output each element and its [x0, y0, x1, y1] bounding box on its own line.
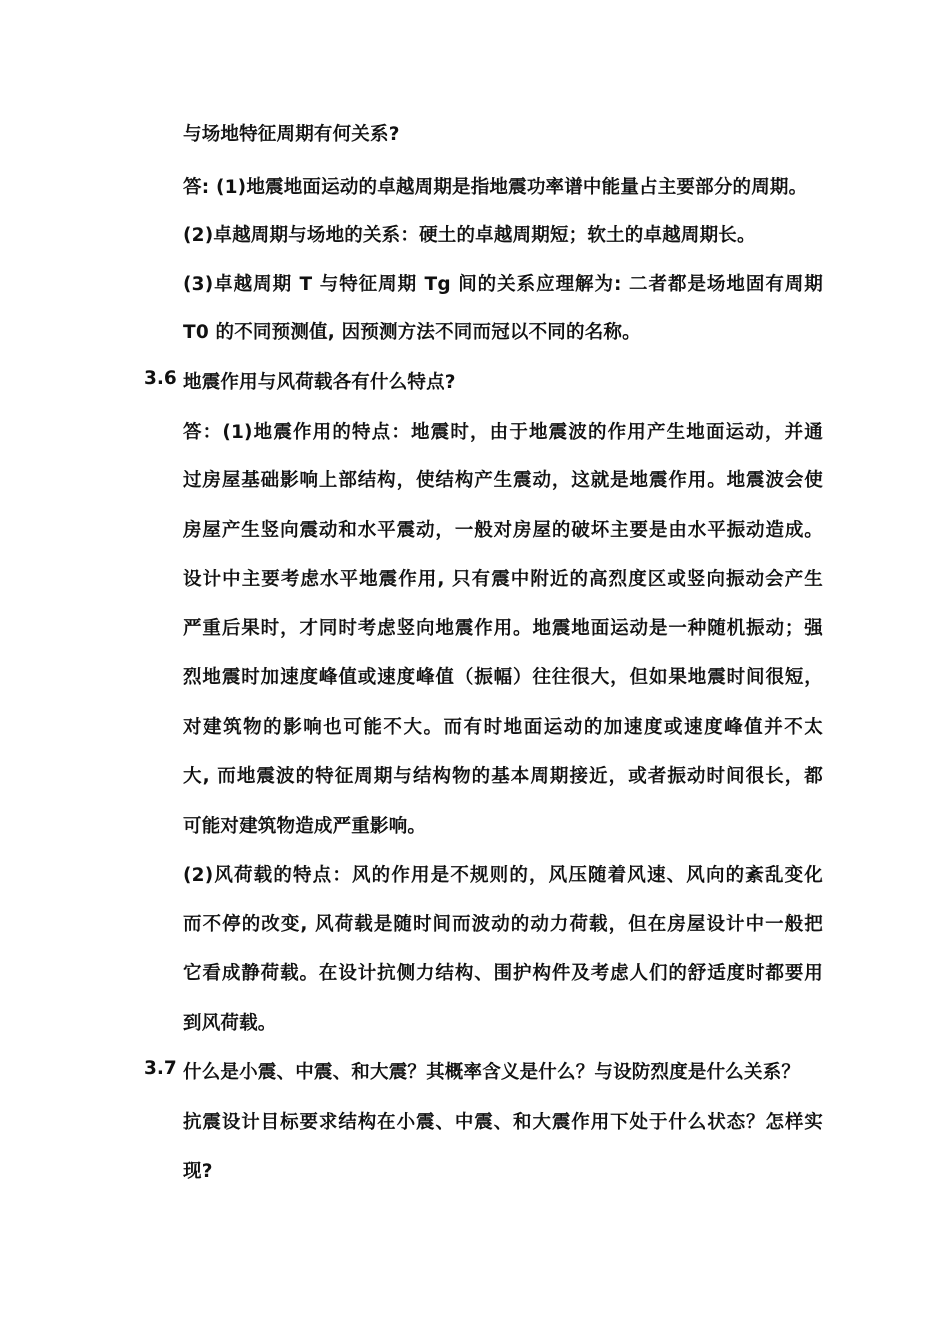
question-text: 抗震设计目标要求结构在小震、中震、和大震作用下处于什么状态？怎样实: [183, 1112, 823, 1133]
paragraph-line: (3)卓越周期 T 与特征周期 Tg 间的关系应理解为: 二者都是场地固有周期: [183, 274, 823, 295]
answer-line: 答：(1)地震作用的特点：地震时，由于地震波的作用产生地面运动，并通: [183, 422, 823, 443]
answer-line: 到风荷载。: [183, 1013, 277, 1034]
question-text: 现?: [183, 1161, 213, 1182]
paragraph-line: 答: (1)地震地面运动的卓越周期是指地震功率谱中能量占主要部分的周期。: [183, 177, 808, 198]
answer-line: 过房屋基础影响上部结构，使结构产生震动，这就是地震作用。地震波会使: [183, 470, 823, 491]
question-text: 地震作用与风荷载各有什么特点?: [183, 372, 456, 393]
question-text: 什么是小震、中震、和大震？其概率含义是什么？与设防烈度是什么关系？: [183, 1062, 801, 1083]
answer-line: 严重后果时，才同时考虑竖向地震作用。地震地面运动是一种随机振动；强: [183, 618, 823, 639]
answer-line: 设计中主要考虑水平地震作用, 只有震中附近的高烈度区或竖向振动会产生: [183, 569, 823, 590]
answer-line: 可能对建筑物造成严重影响。: [183, 816, 427, 837]
answer-line: (2)风荷载的特点：风的作用是不规则的，风压随着风速、风向的紊乱变化: [183, 865, 823, 886]
answer-line: 烈地震时加速度峰值或速度峰值（振幅）往往很大，但如果地震时间很短，: [183, 667, 823, 688]
answer-line: 而不停的改变, 风荷载是随时间而波动的动力荷载，但在房屋设计中一般把: [183, 914, 823, 935]
answer-line: 房屋产生竖向震动和水平震动，一般对房屋的破坏主要是由水平振动造成。: [183, 520, 823, 541]
question-number: 3.6: [144, 368, 177, 389]
paragraph-line: T0 的不同预测值, 因预测方法不同而冠以不同的名称。: [183, 322, 641, 343]
answer-line: 大, 而地震波的特征周期与结构物的基本周期接近，或者振动时间很长，都: [183, 766, 823, 787]
answer-line: 对建筑物的影响也可能不大。而有时地面运动的加速度或速度峰值并不太: [183, 717, 823, 738]
paragraph-line: 与场地特征周期有何关系?: [183, 124, 400, 145]
paragraph-line: (2)卓越周期与场地的关系：硬土的卓越周期短；软土的卓越周期长。: [183, 225, 756, 246]
question-number: 3.7: [144, 1058, 177, 1079]
answer-line: 它看成静荷载。在设计抗侧力结构、围护构件及考虑人们的舒适度时都要用: [183, 963, 823, 984]
